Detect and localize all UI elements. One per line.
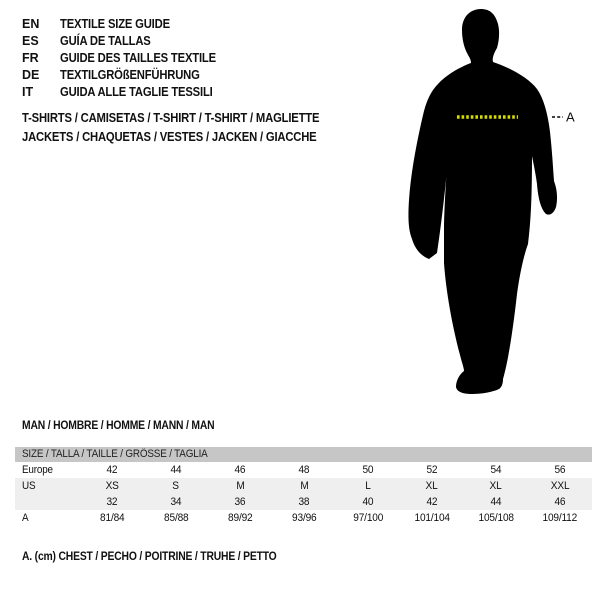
size-cell: 34: [170, 496, 182, 508]
category-jackets: JACKETS / CHAQUETAS / VESTES / JACKEN / GIACCHE: [22, 130, 317, 144]
man-silhouette-shape: [408, 9, 557, 394]
language-row-es: [22, 32, 233, 49]
row-label: A: [22, 512, 29, 524]
size-cell: 56: [554, 464, 566, 476]
size-cell: 109/112: [542, 512, 578, 524]
size-cell: 40: [362, 496, 374, 508]
size-row-europe: [15, 462, 592, 478]
language-label: GUÍA DE TALLAS: [60, 33, 151, 48]
size-cell: 93/96: [291, 512, 317, 524]
size-cell: L: [365, 480, 371, 492]
size-cell: XS: [105, 480, 119, 492]
size-cell: 42: [106, 464, 118, 476]
size-cell: 101/104: [414, 512, 450, 524]
language-code: DE: [22, 67, 40, 82]
size-cell: 44: [490, 496, 502, 508]
language-label: GUIDE DES TAILLES TEXTILE: [60, 50, 216, 65]
measurement-footnote: A. (cm) CHEST / PECHO / POITRINE / TRUHE / PETTO: [22, 551, 277, 563]
size-cell: 85/88: [163, 512, 189, 524]
size-cell: M: [235, 480, 245, 492]
size-cell: XL: [425, 480, 439, 492]
size-cell: 81/84: [99, 512, 125, 524]
language-code: IT: [22, 84, 34, 99]
language-label: TEXTILGRÖßENFÜHRUNG: [60, 67, 200, 82]
language-row-en: [22, 15, 233, 32]
language-label: TEXTILE SIZE GUIDE: [60, 16, 170, 31]
language-row-de: [22, 66, 233, 83]
size-cell: XXL: [550, 480, 570, 492]
category-tshirts: T-SHIRTS / CAMISETAS / T-SHIRT / T-SHIRT / MAGLIETTE: [22, 111, 320, 125]
language-row-it: [22, 83, 233, 100]
section-title-man: MAN / HOMBRE / HOMME / MANN / MAN: [22, 420, 215, 432]
size-cell: 46: [554, 496, 566, 508]
language-code: ES: [22, 33, 39, 48]
size-cell: 89/92: [227, 512, 253, 524]
row-label: Europe: [22, 464, 53, 476]
size-cell: M: [299, 480, 309, 492]
size-row-numeric: [15, 494, 592, 510]
size-cell: 36: [234, 496, 246, 508]
size-cell: 38: [298, 496, 310, 508]
size-cell: 32: [106, 496, 118, 508]
man-silhouette-svg: [400, 0, 600, 405]
size-cell: 44: [170, 464, 182, 476]
language-label: GUIDA ALLE TAGLIE TESSILI: [60, 84, 213, 99]
size-cell: 54: [490, 464, 502, 476]
row-label: [15, 494, 80, 510]
size-cell: S: [172, 480, 180, 492]
size-table-header: SIZE / TALLA / TAILLE / GRÖSSE / TAGLIA: [15, 447, 592, 462]
language-row-fr: [22, 49, 233, 66]
language-code: FR: [22, 50, 39, 65]
size-row-us: [15, 478, 592, 494]
size-cell: 105/108: [478, 512, 514, 524]
garment-categories: [22, 109, 352, 147]
size-cell: 48: [298, 464, 310, 476]
row-label: US: [22, 480, 36, 492]
size-row-chest-a: [15, 510, 592, 526]
measure-label-a: A: [566, 109, 575, 125]
size-cell: 97/100: [353, 512, 383, 524]
language-list: [22, 15, 233, 100]
man-silhouette-figure: [400, 0, 600, 405]
size-cell: 50: [362, 464, 374, 476]
size-cell: XL: [489, 480, 503, 492]
language-code: EN: [22, 16, 40, 31]
size-table: [15, 447, 592, 526]
size-cell: 46: [234, 464, 246, 476]
size-cell: 42: [426, 496, 438, 508]
size-cell: 52: [426, 464, 438, 476]
